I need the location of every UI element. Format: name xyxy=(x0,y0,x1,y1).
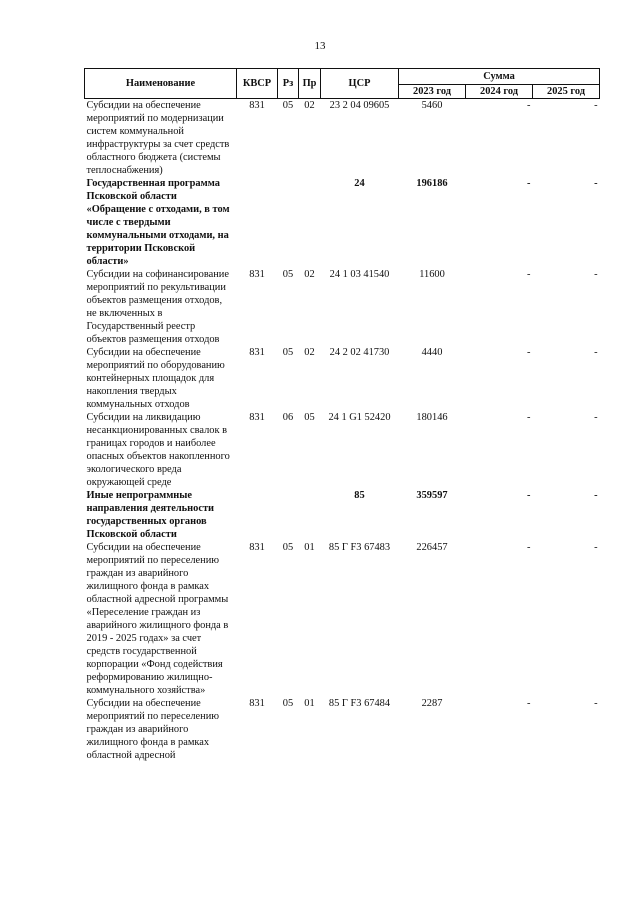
row-2025: - xyxy=(594,542,598,553)
row-name: Субсидии на ликвидацию несанкционированных свалок в границах городов и наиболее опасных объектов накопленного экологического вреда окружающей среде xyxy=(86,412,230,488)
row-rz: 05 xyxy=(282,100,294,111)
row-2025: - xyxy=(594,178,598,189)
row-csr: 85 xyxy=(354,490,365,501)
header-kvsr: КВСР xyxy=(237,69,278,99)
row-rz: 05 xyxy=(282,347,294,358)
row-name: Субсидии на обеспечение мероприятий по переселению граждан из аварийного жилищного фонда в рамках областной адресной программы «Переселение граждан из аварийного жилищного фонда в 2019 - 2025 годах» за счет средств государственной корпорации «Фонд содействия реформированию жилищно-коммунального хозяйства» xyxy=(86,542,229,696)
row-name: Субсидии на обеспечение мероприятий по модернизации систем коммунальной инфраструктуры за счет средств областного бюджета (системы теплоснабжения) xyxy=(86,100,230,176)
row-pr: 02 xyxy=(304,100,315,111)
row-2025: - xyxy=(594,412,598,423)
row-2024: - xyxy=(527,347,531,358)
row-2025: - xyxy=(594,269,598,280)
row-2024: - xyxy=(527,490,531,501)
row-2024: - xyxy=(527,269,531,280)
table-row xyxy=(85,489,600,541)
row-csr: 24 2 02 41730 xyxy=(329,347,390,358)
row-2023: 196186 xyxy=(416,178,448,189)
row-name: Субсидии на софинансирование мероприятий по рекультивации объектов размещения отходов, не включенных в Государственный реестр объектов размещения отходов xyxy=(86,269,229,345)
row-2023: 2287 xyxy=(421,698,443,709)
row-2025: - xyxy=(594,698,598,709)
row-kvsr: 831 xyxy=(249,542,265,553)
row-2023: 11600 xyxy=(419,269,445,280)
row-2023: 180146 xyxy=(416,412,448,423)
row-pr: 01 xyxy=(304,542,315,553)
row-2024: - xyxy=(527,412,531,423)
table-row xyxy=(85,346,600,411)
row-csr: 24 xyxy=(354,178,365,189)
row-rz: 05 xyxy=(282,542,294,553)
row-csr: 24 1 G1 52420 xyxy=(328,412,391,423)
row-csr: 85 Г F3 67483 xyxy=(328,542,391,553)
row-pr: 01 xyxy=(304,698,315,709)
row-2025: - xyxy=(594,490,598,501)
row-name: Государственная программа Псковской области «Обращение с отходами, в том числе с твердыми коммунальными отходами, на территории Псковской области» xyxy=(86,178,230,267)
table-row xyxy=(85,697,600,762)
header-name: Наименование xyxy=(85,69,237,99)
row-rz xyxy=(278,489,299,541)
row-2024: - xyxy=(527,100,531,111)
header-csr: ЦСР xyxy=(321,69,399,99)
row-2024: - xyxy=(527,698,531,709)
header-2024: 2024 год xyxy=(466,85,533,99)
row-2024: - xyxy=(527,542,531,553)
header-rz: Рз xyxy=(278,69,299,99)
table-row xyxy=(85,541,600,697)
row-kvsr: 831 xyxy=(249,269,265,280)
row-name: Субсидии на обеспечение мероприятий по оборудованию контейнерных площадок для накопления твердых коммунальных отходов xyxy=(86,347,225,410)
row-kvsr: 831 xyxy=(249,412,265,423)
header-2025: 2025 год xyxy=(533,85,600,99)
row-2025: - xyxy=(594,100,598,111)
row-kvsr: 831 xyxy=(249,100,265,111)
row-rz xyxy=(278,177,299,268)
row-name: Субсидии на обеспечение мероприятий по переселению граждан из аварийного жилищного фонда в рамках областной адресной xyxy=(86,698,220,761)
row-csr: 23 2 04 09605 xyxy=(329,100,390,111)
row-kvsr: 831 xyxy=(249,347,265,358)
row-2023: 359597 xyxy=(416,490,448,501)
row-2023: 5460 xyxy=(421,100,443,111)
row-csr: 85 Г F3 67484 xyxy=(328,698,391,709)
row-2023: 226457 xyxy=(416,542,448,553)
row-pr: 05 xyxy=(304,412,315,423)
row-pr xyxy=(299,489,321,541)
table-row xyxy=(85,268,600,346)
row-rz: 06 xyxy=(282,412,294,423)
page-number: 13 xyxy=(314,40,326,52)
budget-table xyxy=(84,68,600,762)
row-2025: - xyxy=(594,347,598,358)
row-pr: 02 xyxy=(304,269,315,280)
header-2023: 2023 год xyxy=(399,85,466,99)
table-row xyxy=(85,411,600,489)
table-row xyxy=(85,177,600,268)
row-name: Иные непрограммные направления деятельности государственных органов Псковской области xyxy=(86,490,215,540)
header-pr: Пр xyxy=(299,69,321,99)
header-sum: Сумма xyxy=(399,69,600,85)
row-csr: 24 1 03 41540 xyxy=(329,269,390,280)
table-row xyxy=(85,99,600,178)
row-rz: 05 xyxy=(282,269,294,280)
row-rz: 05 xyxy=(282,698,294,709)
row-2023: 4440 xyxy=(421,347,443,358)
row-kvsr xyxy=(237,489,278,541)
row-kvsr xyxy=(237,177,278,268)
row-pr: 02 xyxy=(304,347,315,358)
row-pr xyxy=(299,177,321,268)
row-2024: - xyxy=(527,178,531,189)
row-kvsr: 831 xyxy=(249,698,265,709)
